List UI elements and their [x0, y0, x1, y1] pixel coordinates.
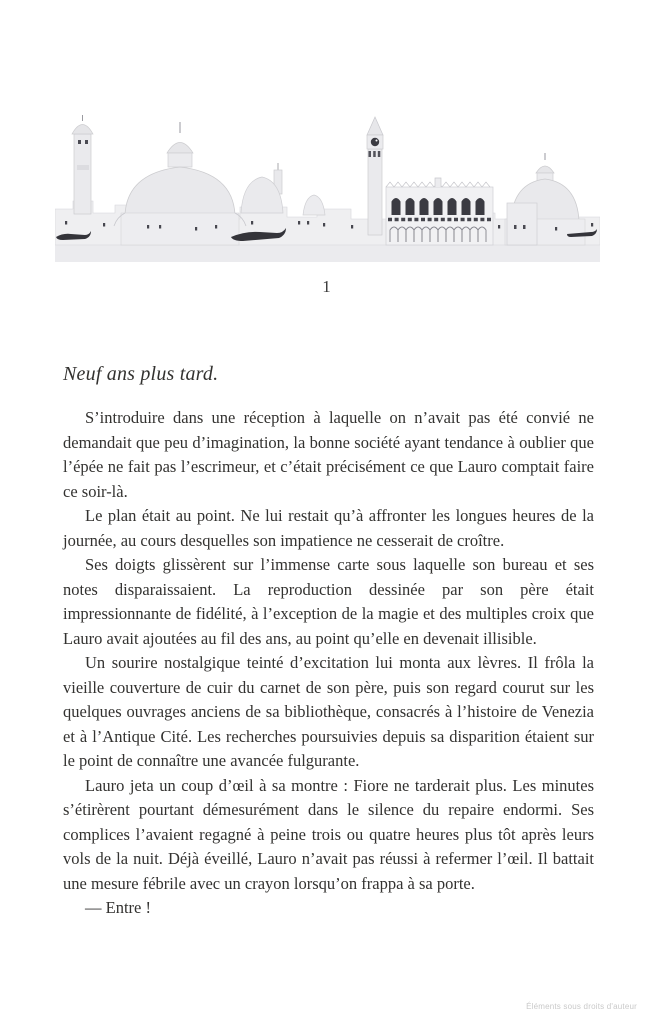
centre-church: [241, 163, 283, 213]
body-text: [63, 406, 594, 921]
copyright-notice: Éléments sous droits d'auteur: [526, 1002, 637, 1011]
chapter-number: 1: [322, 277, 331, 296]
left-bell-tower: [72, 115, 93, 214]
paragraph: — Entre !: [85, 898, 151, 917]
venice-skyline-illustration: [55, 113, 600, 265]
right-dome: [505, 153, 585, 245]
chapter-heading: Neuf ans plus tard.: [63, 363, 219, 385]
paragraph: Lauro jeta un coup d’œil à sa montre : Fiore ne tarderait plus. Les minutes s’étirèrent pourtant démesurément dans le silence du repaire endormi. Ses complices l’avaient regagné à peine trois ou quatre heures plus tôt après leurs vols de la nuit. Déjà éveillé, Lauro n’avait pas réussi à refermer l’œil. Il battait une mesure fébrile avec un crayon lorsqu’on frappa à sa porte.: [63, 775, 594, 893]
venice-skyline-svg: [55, 113, 600, 265]
paragraph: S’introduire dans une réception à laquelle on n’avait pas été convié ne demandait que peu d’imagination, la bonne société ayant tendance à oublier que l’épée ne fait pas l’escrimeur, et c’était précisément ce que Lauro comptait faire ce soir-là.: [63, 408, 594, 501]
salute-dome: [114, 122, 246, 245]
campanile: [367, 117, 383, 235]
doges-palace: [386, 178, 493, 245]
paragraph: Un sourire nostalgique teinté d’excitation lui monta aux lèvres. Il frôla la vieille couverture de cuir du carnet de son père, puis son regard courut sur les quelques ouvrages anciens de sa bibliothèque, consacrés à l’histoire de Venezia et à l’Antique Cité. Les recherches poursuivies depuis sa disparition étaient sur le point de connaître une avancée fulgurante.: [63, 653, 594, 770]
paragraph: Le plan était au point. Ne lui restait qu’à affronter les longues heures de la journée, au cours desquelles son impatience ne cesserait de croître.: [63, 506, 594, 550]
paragraph: Ses doigts glissèrent sur l’immense carte sous laquelle son bureau et ses notes disparaissaient. La reproduction dessinée par son père était impressionnante de fidélité, à l’exception de la magie et des multiples croix que Lauro avait ajoutées au fil des ans, au point qu’elle en devenait illisible.: [63, 555, 594, 648]
